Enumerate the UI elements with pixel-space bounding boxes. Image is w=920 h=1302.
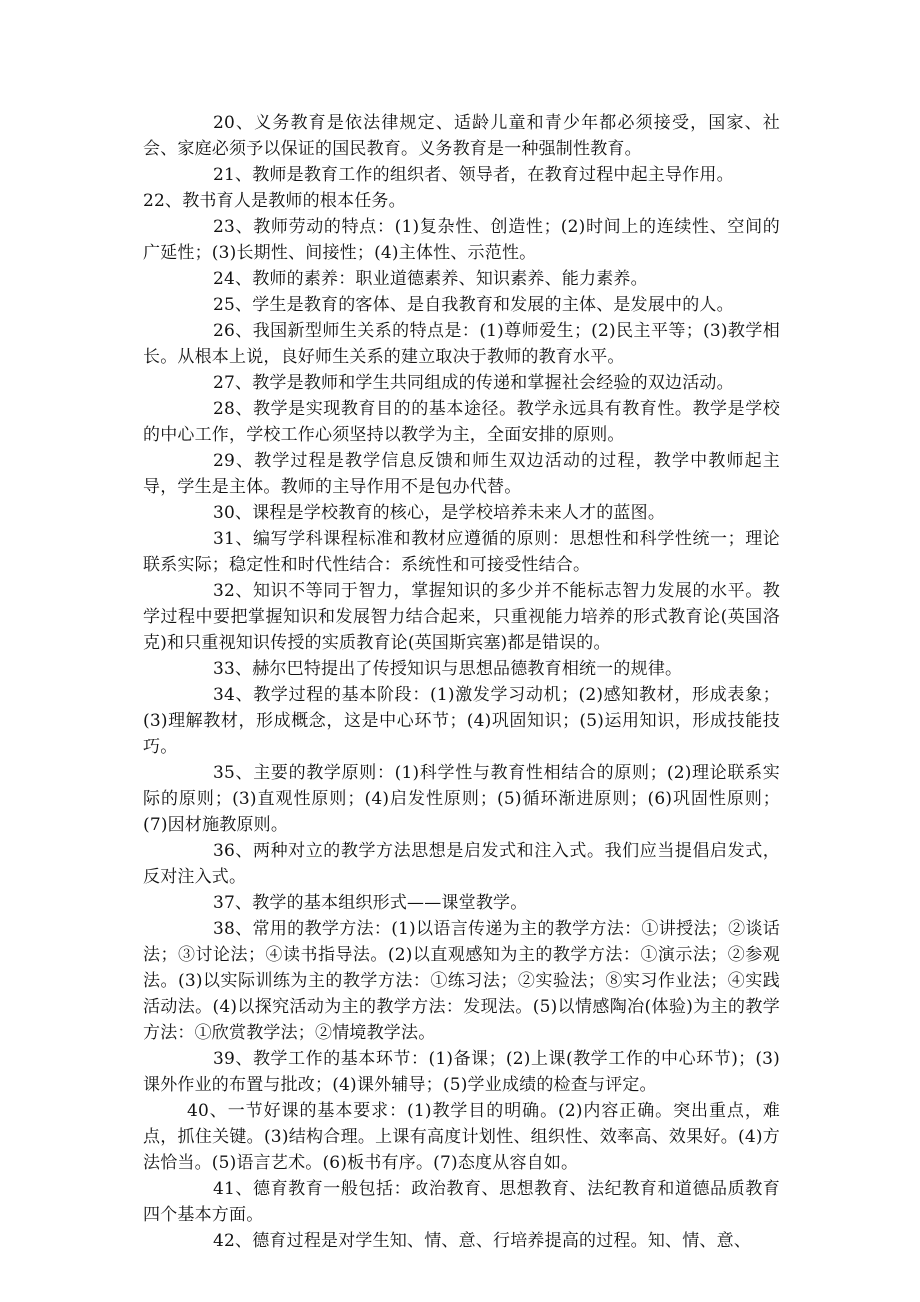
paragraph-27: 27、教学是教师和学生共同组成的传递和掌握社会经验的双边活动。 [213, 373, 734, 393]
paragraph-35: 35、主要的教学原则：(1)科学性与教育性相结合的原则；(2)理论联系实际的原则；(3)直观性原则；(4)启发性原则；(5)循环渐进原则；(6)巩固性原则；(7)因材施教原则。 [143, 763, 780, 835]
paragraph-36: 36、两种对立的教学方法思想是启发式和注入式。我们应当提倡启发式，反对注入式。 [143, 841, 780, 887]
paragraph-38: 38、常用的教学方法：(1)以语言传递为主的教学方法：①讲授法；②谈话法；③讨论法；④读书指导法。(2)以直观感知为主的教学方法：①演示法；②参观法。(3)以实际训练为主的教学方法：①练习法；②实验法；⑧实习作业法；④实践活动法。(4)以探究活动为主的教学方法：发现法。(5)以情感陶冶(体验)为主的教学方法：①欣赏教学法；②情境教学法。 [143, 919, 780, 1043]
paragraph-33: 33、赫尔巴特提出了传授知识与思想品德教育相统一的规律。 [213, 659, 683, 679]
paragraph-23: 23、教师劳动的特点：(1)复杂性、创造性；(2)时间上的连续性、空间的广延性；(3)长期性、间接性；(4)主体性、示范性。 [143, 217, 780, 263]
paragraph-20: 20、义务教育是依法律规定、适龄儿童和青少年都必须接受，国家、社会、家庭必须予以保证的国民教育。义务教育是一种强制性教育。 [143, 113, 780, 159]
paragraph-37: 37、教学的基本组织形式——课堂教学。 [213, 893, 528, 913]
paragraph-26: 26、我国新型师生关系的特点是：(1)尊师爱生；(2)民主平等；(3)教学相长。从根本上说，良好师生关系的建立取决于教师的教育水平。 [143, 321, 780, 367]
paragraph-21: 21、教师是教育工作的组织者、领导者，在教育过程中起主导作用。 [213, 165, 734, 185]
paragraph-24: 24、教师的素养：职业道德素养、知识素养、能力素养。 [213, 269, 648, 289]
paragraph-40: 40、一节好课的基本要求：(1)教学目的明确。(2)内容正确。突出重点，难点，抓住关键。(3)结构合理。上课有高度计划性、组织性、效率高、效果好。(4)方法恰当。(5)语言艺术。(6)板书有序。(7)态度从容自如。 [143, 1101, 780, 1173]
paragraph-39: 39、教学工作的基本环节：(1)备课；(2)上课(教学工作的中心环节)；(3)课外作业的布置与批改；(4)课外辅导；(5)学业成绩的检查与评定。 [143, 1049, 780, 1095]
paragraph-22: 22、教书育人是教师的根本任务。 [143, 191, 406, 211]
paragraph-42: 42、德育过程是对学生知、情、意、行培养提高的过程。知、情、意、 [213, 1231, 752, 1251]
paragraph-34: 34、教学过程的基本阶段：(1)激发学习动机；(2)感知教材，形成表象；(3)理解教材，形成概念，这是中心环节；(4)巩固知识；(5)运用知识，形成技能技巧。 [143, 685, 780, 757]
paragraph-25: 25、学生是教育的客体、是自我教育和发展的主体、是发展中的人。 [213, 295, 734, 315]
paragraph-32: 32、知识不等同于智力，掌握知识的多少并不能标志智力发展的水平。教学过程中要把掌握知识和发展智力结合起来，只重视能力培养的形式教育论(英国洛克)和只重视知识传授的实质教育论(英国斯宾塞)都是错误的。 [143, 581, 780, 653]
paragraph-41: 41、德育教育一般包括：政治教育、思想教育、法纪教育和道德品质教育四个基本方面。 [143, 1179, 780, 1225]
paragraph-29: 29、教学过程是教学信息反馈和师生双边活动的过程，教学中教师起主导，学生是主体。教师的主导作用不是包办代替。 [143, 451, 780, 497]
paragraph-30: 30、课程是学校教育的核心，是学校培养未来人才的蓝图。 [213, 503, 666, 523]
paragraph-31: 31、编写学科课程标准和教材应遵循的原则：思想性和科学性统一；理论联系实际；稳定性和时代性结合：系统性和可接受性结合。 [143, 529, 780, 575]
paragraph-28: 28、教学是实现教育目的的基本途径。教学永远具有教育性。教学是学校的中心工作，学校工作心须坚持以教学为主，全面安排的原则。 [143, 399, 780, 445]
